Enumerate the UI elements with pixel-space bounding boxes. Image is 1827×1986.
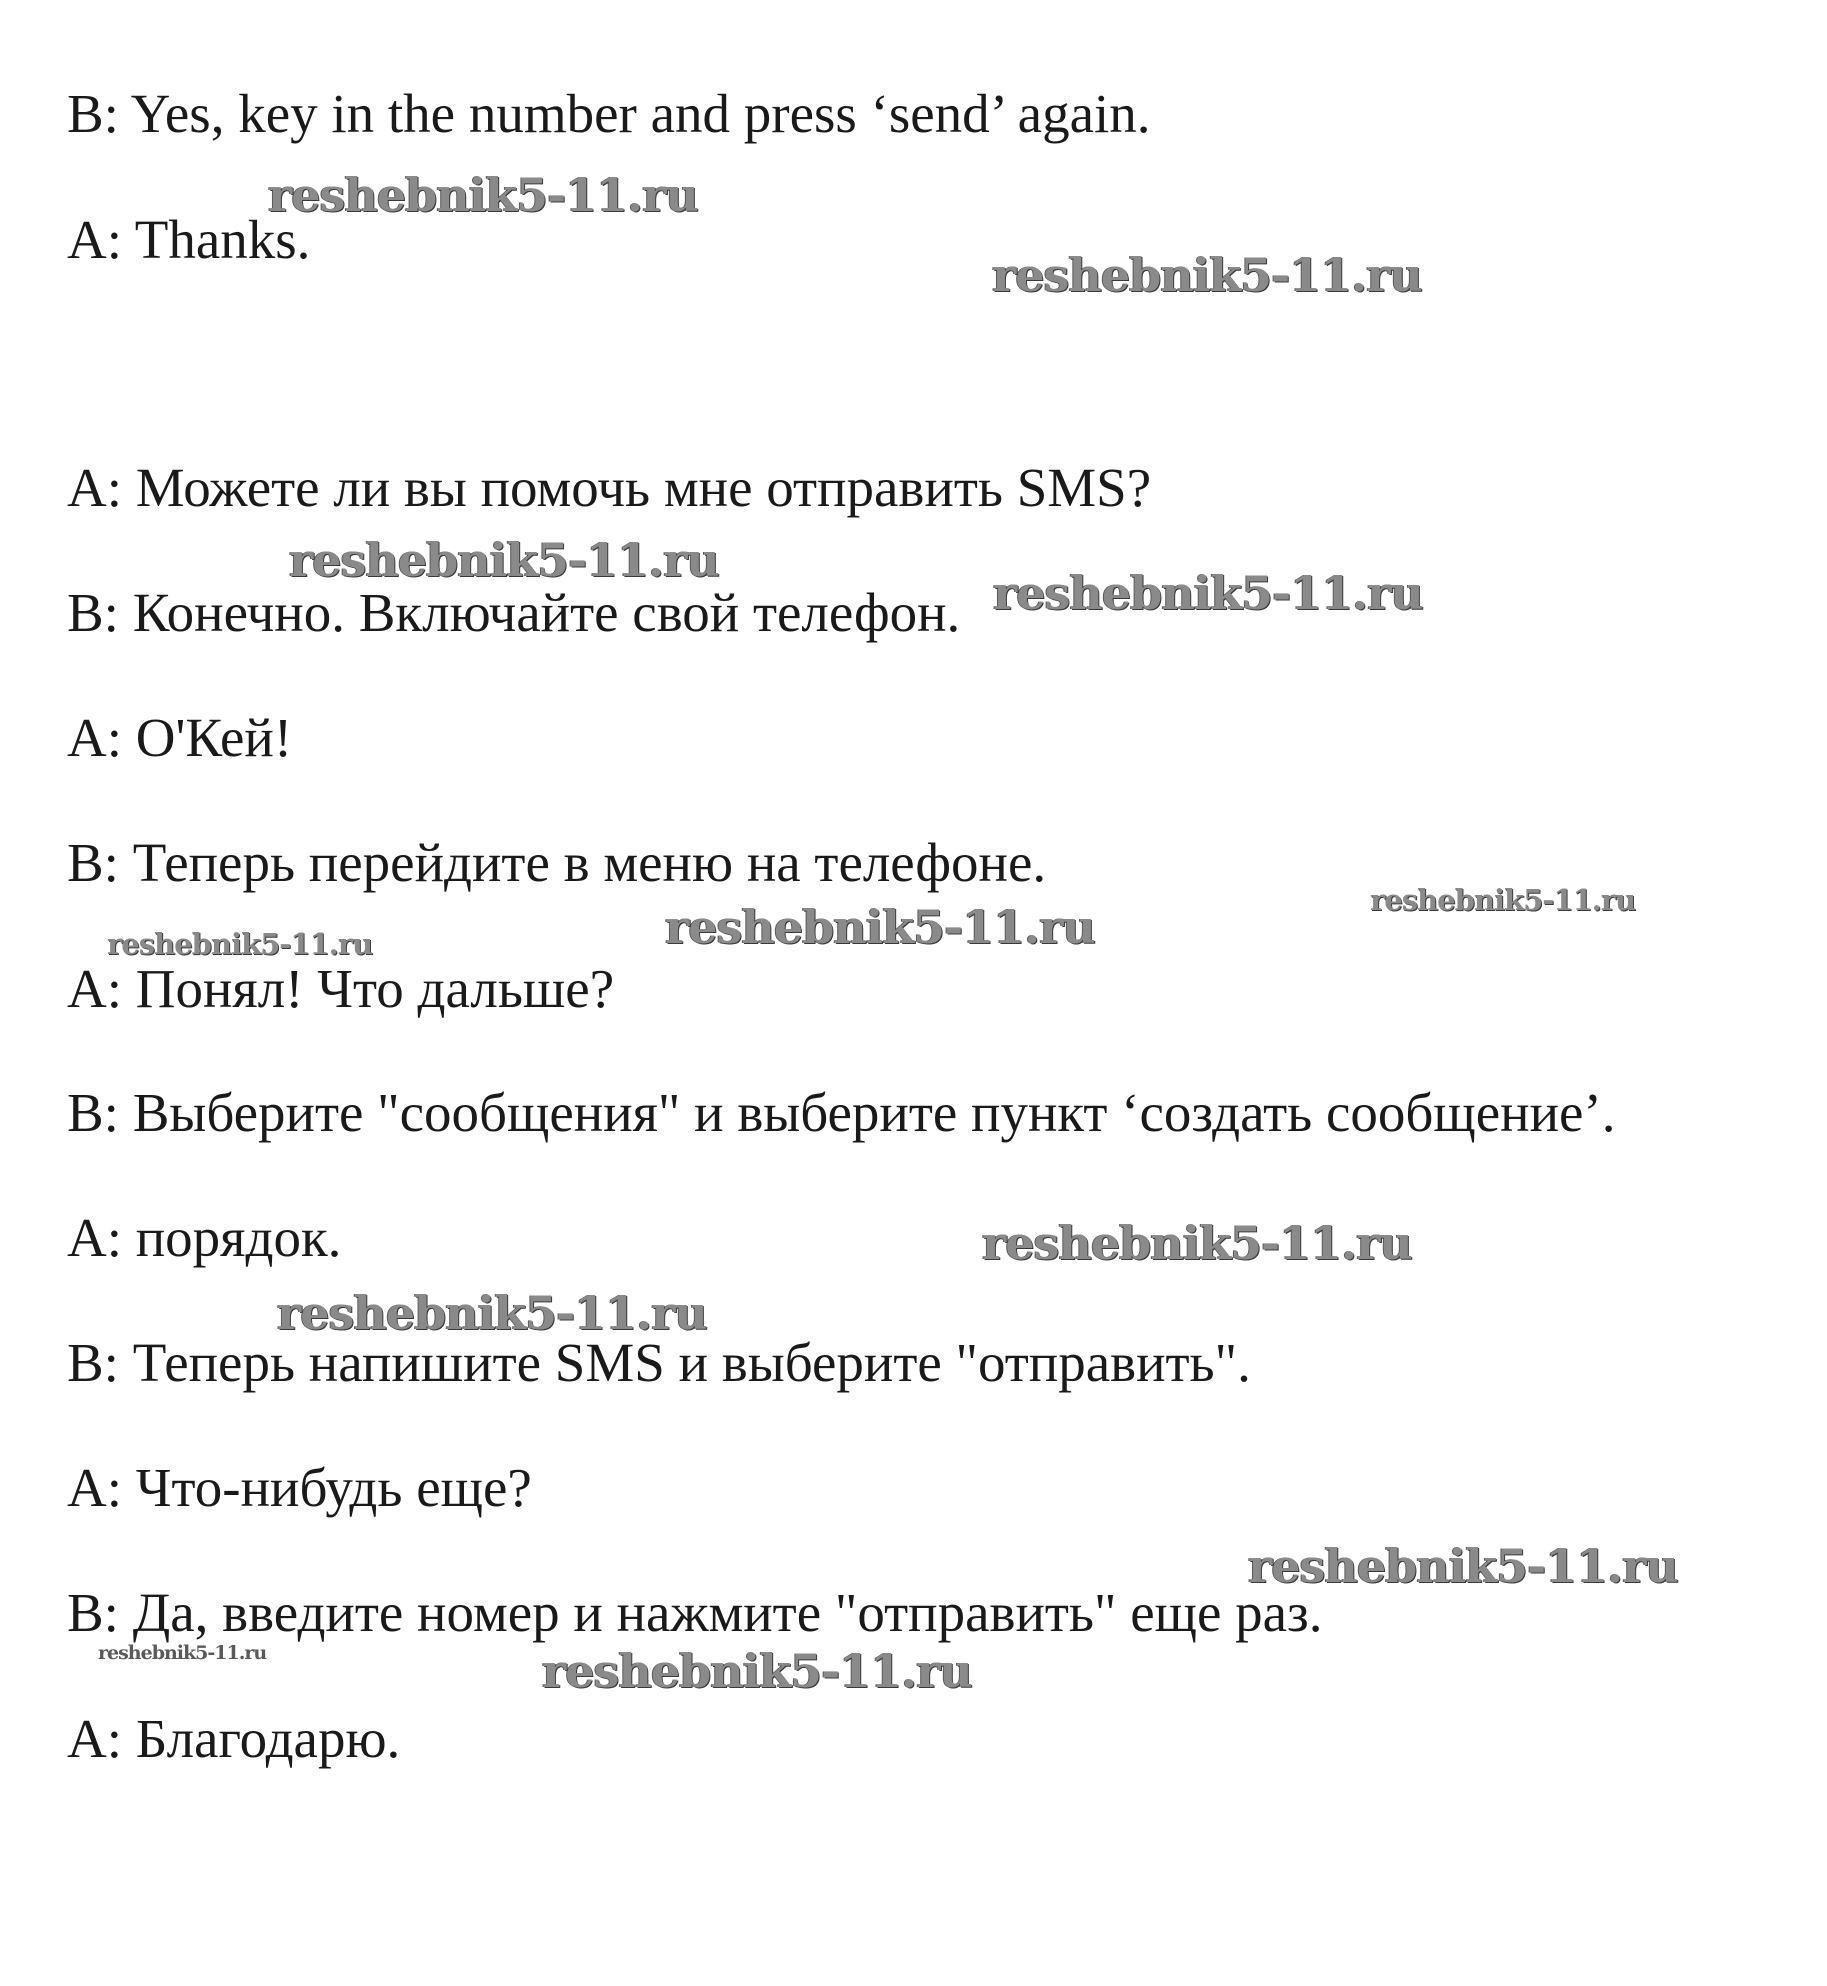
dialogue-line: B: Конечно. Включайте свой телефон. (67, 582, 961, 643)
dialogue-line: B: Теперь напишите SMS и выберите "отправить". (67, 1332, 1251, 1393)
watermark: reshebnik5-11.ru (992, 248, 1422, 302)
dialogue-line: A: Можете ли вы помочь мне отправить SMS? (67, 457, 1152, 518)
dialogue-line: A: О'Кей! (67, 707, 293, 768)
watermark: reshebnik5-11.ru (542, 1644, 972, 1698)
watermark: reshebnik5-11.ru (982, 1216, 1412, 1270)
dialogue-line: A: Благодарю. (67, 1708, 401, 1769)
watermark: reshebnik5-11.ru (1248, 1539, 1678, 1593)
dialogue-line: A: порядок. (67, 1207, 342, 1268)
watermark: reshebnik5-11.ru (268, 168, 698, 222)
watermark: reshebnik5-11.ru (665, 900, 1095, 954)
watermark: reshebnik5-11.ru (98, 1642, 267, 1664)
dialogue-line: B: Теперь перейдите в меню на телефоне. (67, 832, 1047, 893)
dialogue-line: A: Что-нибудь еще? (67, 1457, 532, 1518)
dialogue-line: B: Выберите "сообщения" и выберите пункт ‘создать сообщение’. (67, 1082, 1616, 1143)
dialogue-line: A: Понял! Что дальше? (67, 958, 615, 1019)
watermark: reshebnik5-11.ru (277, 1286, 707, 1340)
watermark: reshebnik5-11.ru (1370, 883, 1636, 917)
dialogue-line: B: Yes, key in the number and press ‘send’ again. (67, 83, 1151, 144)
watermark: reshebnik5-11.ru (107, 927, 373, 961)
dialogue-line: B: Да, введите номер и нажмите "отправить" еще раз. (67, 1582, 1323, 1643)
dialogue-line: A: Thanks. (67, 209, 311, 270)
watermark: reshebnik5-11.ru (289, 533, 719, 587)
watermark: reshebnik5-11.ru (993, 566, 1423, 620)
